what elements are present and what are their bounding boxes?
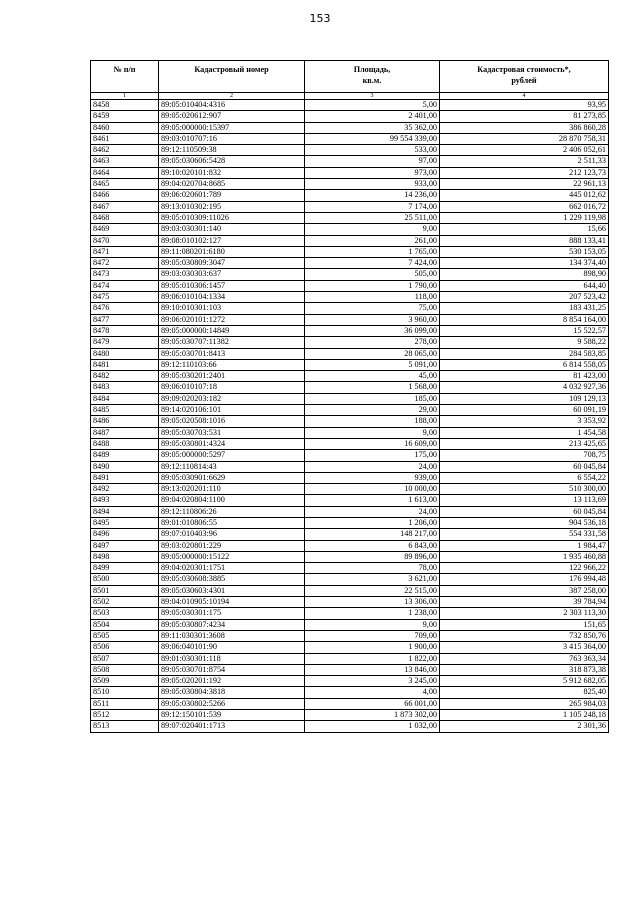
- cadastral-cost-value: 1 105 248,18: [440, 710, 609, 721]
- area-value: 75,00: [305, 303, 440, 314]
- cadastral-number: 89:08:010102:127: [159, 235, 305, 246]
- area-value: 24,00: [305, 506, 440, 517]
- table-row: [91, 382, 609, 393]
- row-number: 8505: [91, 630, 159, 641]
- table-row: [91, 314, 609, 325]
- area-value: 533,00: [305, 145, 440, 156]
- area-value: 5,00: [305, 100, 440, 111]
- cadastral-cost-value: 212 123,73: [440, 167, 609, 178]
- cadastral-cost-value: 9 588,22: [440, 337, 609, 348]
- row-number: 8512: [91, 710, 159, 721]
- column-number: 1: [91, 93, 159, 100]
- cadastral-number: 89:06:020601:789: [159, 190, 305, 201]
- cadastral-number: 89:05:010404:4316: [159, 100, 305, 111]
- cadastral-number: 89:10:020101:832: [159, 167, 305, 178]
- row-number: 8511: [91, 698, 159, 709]
- cadastral-cost-value: 6 814 558,05: [440, 359, 609, 370]
- table-row: [91, 517, 609, 528]
- header-row: [91, 61, 609, 93]
- cadastral-number: 89:13:020201:110: [159, 484, 305, 495]
- table-row: [91, 438, 609, 449]
- table-row: [91, 619, 609, 630]
- area-value: 6 843,00: [305, 540, 440, 551]
- cadastral-number: 89:01:030301:118: [159, 653, 305, 664]
- cadastral-number: 89:05:030201:2401: [159, 371, 305, 382]
- area-value: 4,00: [305, 687, 440, 698]
- row-number: 8506: [91, 642, 159, 653]
- table-row: [91, 224, 609, 235]
- cadastral-cost-value: 3 415 364,00: [440, 642, 609, 653]
- header-number: № п/п: [91, 61, 159, 93]
- cadastral-table: [90, 60, 609, 733]
- area-value: 7 174,00: [305, 201, 440, 212]
- row-number: 8490: [91, 461, 159, 472]
- table-row: [91, 506, 609, 517]
- cadastral-cost-value: 60 045,84: [440, 506, 609, 517]
- area-value: 939,00: [305, 472, 440, 483]
- cadastral-number: 89:12:110103:66: [159, 359, 305, 370]
- cadastral-number: 89:05:020201:192: [159, 676, 305, 687]
- row-number: 8459: [91, 111, 159, 122]
- cadastral-number: 89:05:030701:8413: [159, 348, 305, 359]
- cadastral-cost-value: 60 045,84: [440, 461, 609, 472]
- table-row: [91, 337, 609, 348]
- cadastral-number: 89:03:030301:140: [159, 224, 305, 235]
- table-row: [91, 269, 609, 280]
- area-value: 3 960,00: [305, 314, 440, 325]
- area-value: 1 032,00: [305, 721, 440, 732]
- table-row: [91, 258, 609, 269]
- area-value: 14 236,00: [305, 190, 440, 201]
- table-row: [91, 472, 609, 483]
- cadastral-cost-value: 1 454,58: [440, 427, 609, 438]
- cadastral-number: 89:07:020401:1713: [159, 721, 305, 732]
- area-value: 148 217,00: [305, 529, 440, 540]
- cadastral-cost-value: 1 935 460,88: [440, 551, 609, 562]
- row-number: 8498: [91, 551, 159, 562]
- row-number: 8465: [91, 179, 159, 190]
- cadastral-cost-value: 22 961,13: [440, 179, 609, 190]
- table-body: [91, 100, 609, 733]
- cadastral-cost-value: 888 133,41: [440, 235, 609, 246]
- cadastral-number: 89:03:010707:16: [159, 133, 305, 144]
- row-number: 8464: [91, 167, 159, 178]
- table-row: [91, 608, 609, 619]
- row-number: 8481: [91, 359, 159, 370]
- table-row: [91, 597, 609, 608]
- area-value: 1 790,00: [305, 280, 440, 291]
- area-value: 1 822,00: [305, 653, 440, 664]
- row-number: 8480: [91, 348, 159, 359]
- row-number: 8488: [91, 438, 159, 449]
- cadastral-cost-value: 183 431,25: [440, 303, 609, 314]
- area-value: 16 609,00: [305, 438, 440, 449]
- row-number: 8458: [91, 100, 159, 111]
- column-number: 2: [159, 93, 305, 100]
- cadastral-cost-value: 109 129,13: [440, 393, 609, 404]
- table-row: [91, 246, 609, 257]
- cadastral-number: 89:04:020704:8685: [159, 179, 305, 190]
- table-row: [91, 551, 609, 562]
- table-row: [91, 179, 609, 190]
- cadastral-number: 89:11:080201:6180: [159, 246, 305, 257]
- area-value: 13 306,00: [305, 597, 440, 608]
- cadastral-number: 89:12:110814:43: [159, 461, 305, 472]
- cadastral-number: 89:06:010104:1334: [159, 292, 305, 303]
- cadastral-number: 89:14:020106:101: [159, 405, 305, 416]
- cadastral-number: 89:05:000000:5297: [159, 450, 305, 461]
- cadastral-number: 89:10:010301:103: [159, 303, 305, 314]
- row-number: 8493: [91, 495, 159, 506]
- table-row: [91, 630, 609, 641]
- cadastral-number: 89:06:040101:90: [159, 642, 305, 653]
- table-row: [91, 540, 609, 551]
- table-row: [91, 405, 609, 416]
- cadastral-number: 89:05:030707:11382: [159, 337, 305, 348]
- cadastral-number: 89:04:020804:1100: [159, 495, 305, 506]
- row-number: 8496: [91, 529, 159, 540]
- row-number: 8491: [91, 472, 159, 483]
- area-value: 3 245,00: [305, 676, 440, 687]
- table-row: [91, 235, 609, 246]
- cadastral-number: 89:12:150101:539: [159, 710, 305, 721]
- table-row: [91, 676, 609, 687]
- row-number: 8479: [91, 337, 159, 348]
- area-value: 1 568,00: [305, 382, 440, 393]
- table-row: [91, 156, 609, 167]
- cadastral-cost-value: 763 363,34: [440, 653, 609, 664]
- cadastral-cost-value: 825,40: [440, 687, 609, 698]
- row-number: 8468: [91, 212, 159, 223]
- table-row: [91, 371, 609, 382]
- area-value: 35 362,00: [305, 122, 440, 133]
- row-number: 8482: [91, 371, 159, 382]
- row-number: 8509: [91, 676, 159, 687]
- row-number: 8470: [91, 235, 159, 246]
- cadastral-cost-value: 134 374,40: [440, 258, 609, 269]
- cadastral-cost-value: 2 301,36: [440, 721, 609, 732]
- row-number: 8466: [91, 190, 159, 201]
- row-number: 8502: [91, 597, 159, 608]
- table-row: [91, 653, 609, 664]
- area-value: 28 065,00: [305, 348, 440, 359]
- cadastral-number: 89:09:020203:182: [159, 393, 305, 404]
- header-cadastral-cost: Кадастровая стоимость*, рублей: [440, 61, 609, 93]
- row-number: 8499: [91, 563, 159, 574]
- cadastral-cost-value: 28 870 758,31: [440, 133, 609, 144]
- column-number: 3: [305, 93, 440, 100]
- row-number: 8513: [91, 721, 159, 732]
- cadastral-cost-value: 387 258,00: [440, 585, 609, 596]
- cadastral-number: 89:05:030802:5266: [159, 698, 305, 709]
- cadastral-number: 89:12:110806:26: [159, 506, 305, 517]
- area-value: 13 846,00: [305, 664, 440, 675]
- row-number: 8501: [91, 585, 159, 596]
- area-value: 10 000,00: [305, 484, 440, 495]
- header-area: Площадь, кв.м.: [305, 61, 440, 93]
- cadastral-cost-value: 5 912 682,05: [440, 676, 609, 687]
- cadastral-number: 89:05:030701:8754: [159, 664, 305, 675]
- cadastral-number: 89:11:030301:3608: [159, 630, 305, 641]
- table-row: [91, 145, 609, 156]
- cadastral-number: 89:05:030801:4324: [159, 438, 305, 449]
- area-value: 2 401,00: [305, 111, 440, 122]
- area-value: 185,00: [305, 393, 440, 404]
- area-value: 22 515,00: [305, 585, 440, 596]
- row-number: 8510: [91, 687, 159, 698]
- area-value: 89 896,00: [305, 551, 440, 562]
- cadastral-number: 89:01:010806:55: [159, 517, 305, 528]
- cadastral-number: 89:05:010309:11026: [159, 212, 305, 223]
- row-number: 8494: [91, 506, 159, 517]
- cadastral-number: 89:05:030807:4234: [159, 619, 305, 630]
- cadastral-cost-value: 904 536,18: [440, 517, 609, 528]
- cadastral-cost-value: 732 850,76: [440, 630, 609, 641]
- row-number: 8477: [91, 314, 159, 325]
- cadastral-cost-value: 6 554,22: [440, 472, 609, 483]
- cadastral-cost-value: 386 860,28: [440, 122, 609, 133]
- cadastral-number: 89:05:030301:175: [159, 608, 305, 619]
- table-row: [91, 280, 609, 291]
- cadastral-number: 89:05:020508:1016: [159, 416, 305, 427]
- row-number: 8483: [91, 382, 159, 393]
- row-number: 8473: [91, 269, 159, 280]
- row-number: 8487: [91, 427, 159, 438]
- row-number: 8497: [91, 540, 159, 551]
- table-row: [91, 484, 609, 495]
- cadastral-cost-value: 122 966,22: [440, 563, 609, 574]
- table-row: [91, 495, 609, 506]
- cadastral-number: 89:04:010905:10194: [159, 597, 305, 608]
- row-number: 8492: [91, 484, 159, 495]
- table-row: [91, 393, 609, 404]
- area-value: 118,00: [305, 292, 440, 303]
- area-value: 97,00: [305, 156, 440, 167]
- cadastral-number: 89:04:020301:1751: [159, 563, 305, 574]
- cadastral-number: 89:06:020101:1272: [159, 314, 305, 325]
- area-value: 175,00: [305, 450, 440, 461]
- cadastral-cost-value: 554 331,58: [440, 529, 609, 540]
- area-value: 45,00: [305, 371, 440, 382]
- row-number: 8471: [91, 246, 159, 257]
- cadastral-number: 89:13:010302:195: [159, 201, 305, 212]
- area-value: 24,00: [305, 461, 440, 472]
- row-number: 8484: [91, 393, 159, 404]
- area-value: 78,00: [305, 563, 440, 574]
- area-value: 66 001,00: [305, 698, 440, 709]
- area-value: 1 613,00: [305, 495, 440, 506]
- row-number: 8474: [91, 280, 159, 291]
- cadastral-number: 89:05:000000:15122: [159, 551, 305, 562]
- area-value: 1 900,00: [305, 642, 440, 653]
- cadastral-number: 89:03:020801:229: [159, 540, 305, 551]
- cadastral-number: 89:12:110509:38: [159, 145, 305, 156]
- cadastral-number: 89:05:030804:3818: [159, 687, 305, 698]
- area-value: 9,00: [305, 619, 440, 630]
- cadastral-cost-value: 81 273,85: [440, 111, 609, 122]
- table-row: [91, 563, 609, 574]
- cadastral-cost-value: 13 113,69: [440, 495, 609, 506]
- area-value: 278,00: [305, 337, 440, 348]
- row-number: 8507: [91, 653, 159, 664]
- cadastral-number: 89:05:000000:14849: [159, 325, 305, 336]
- row-number: 8504: [91, 619, 159, 630]
- cadastral-cost-value: 1 229 119,98: [440, 212, 609, 223]
- row-number: 8503: [91, 608, 159, 619]
- table-row: [91, 167, 609, 178]
- table-row: [91, 721, 609, 732]
- cadastral-cost-value: 2 511,33: [440, 156, 609, 167]
- header-cadastral-number: Кадастровый номер: [159, 61, 305, 93]
- cadastral-number: 89:05:030606:5428: [159, 156, 305, 167]
- table-row: [91, 642, 609, 653]
- cadastral-cost-value: 4 032 927,36: [440, 382, 609, 393]
- cadastral-number: 89:05:030608:3885: [159, 574, 305, 585]
- cadastral-cost-value: 898,90: [440, 269, 609, 280]
- area-value: 933,00: [305, 179, 440, 190]
- area-value: 7 424,00: [305, 258, 440, 269]
- area-value: 99 554 339,00: [305, 133, 440, 144]
- cadastral-number: 89:05:030901:6629: [159, 472, 305, 483]
- area-value: 9,00: [305, 224, 440, 235]
- cadastral-number: 89:05:000000:15397: [159, 122, 305, 133]
- row-number: 8461: [91, 133, 159, 144]
- row-number: 8475: [91, 292, 159, 303]
- area-value: 36 099,00: [305, 325, 440, 336]
- table-row: [91, 698, 609, 709]
- table-row: [91, 416, 609, 427]
- table-row: [91, 710, 609, 721]
- cadastral-cost-value: 644,40: [440, 280, 609, 291]
- table-row: [91, 303, 609, 314]
- row-number: 8500: [91, 574, 159, 585]
- table-row: [91, 348, 609, 359]
- row-number: 8469: [91, 224, 159, 235]
- cadastral-cost-value: 60 091,19: [440, 405, 609, 416]
- cadastral-number: 89:07:010403:96: [159, 529, 305, 540]
- row-number: 8467: [91, 201, 159, 212]
- cadastral-number: 89:05:030809:3047: [159, 258, 305, 269]
- table-row: [91, 190, 609, 201]
- cadastral-number: 89:05:030703:531: [159, 427, 305, 438]
- cadastral-number: 89:05:030603:4301: [159, 585, 305, 596]
- cadastral-cost-value: 662 016,72: [440, 201, 609, 212]
- cadastral-cost-value: 3 353,92: [440, 416, 609, 427]
- area-value: 188,00: [305, 416, 440, 427]
- table-row: [91, 427, 609, 438]
- table-header: [91, 61, 609, 100]
- cadastral-number: 89:05:010306:1457: [159, 280, 305, 291]
- cadastral-cost-value: 318 873,38: [440, 664, 609, 675]
- area-value: 973,00: [305, 167, 440, 178]
- row-number: 8485: [91, 405, 159, 416]
- cadastral-cost-value: 81 423,00: [440, 371, 609, 382]
- cadastral-cost-value: 39 784,94: [440, 597, 609, 608]
- table-row: [91, 574, 609, 585]
- cadastral-cost-value: 708,75: [440, 450, 609, 461]
- cadastral-cost-value: 15,66: [440, 224, 609, 235]
- table-row: [91, 111, 609, 122]
- area-value: 709,00: [305, 630, 440, 641]
- table-row: [91, 133, 609, 144]
- cadastral-number: 89:05:020612:907: [159, 111, 305, 122]
- row-number: 8460: [91, 122, 159, 133]
- table-row: [91, 450, 609, 461]
- cadastral-cost-value: 2 406 052,61: [440, 145, 609, 156]
- table-row: [91, 201, 609, 212]
- cadastral-number: 89:06:010107:18: [159, 382, 305, 393]
- area-value: 1 238,00: [305, 608, 440, 619]
- cadastral-cost-value: 213 425,65: [440, 438, 609, 449]
- row-number: 8476: [91, 303, 159, 314]
- area-value: 29,00: [305, 405, 440, 416]
- area-value: 505,00: [305, 269, 440, 280]
- cadastral-cost-value: 15 522,57: [440, 325, 609, 336]
- cadastral-cost-value: 1 984,47: [440, 540, 609, 551]
- area-value: 3 621,00: [305, 574, 440, 585]
- area-value: 1 873 302,00: [305, 710, 440, 721]
- table-row: [91, 212, 609, 223]
- row-number: 8495: [91, 517, 159, 528]
- area-value: 1 765,00: [305, 246, 440, 257]
- area-value: 25 511,00: [305, 212, 440, 223]
- cadastral-cost-value: 284 583,85: [440, 348, 609, 359]
- cadastral-cost-value: 93,95: [440, 100, 609, 111]
- cadastral-cost-value: 265 984,03: [440, 698, 609, 709]
- cadastral-cost-value: 151,65: [440, 619, 609, 630]
- area-value: 261,00: [305, 235, 440, 246]
- area-value: 5 091,00: [305, 359, 440, 370]
- row-number: 8463: [91, 156, 159, 167]
- cadastral-cost-value: 207 523,42: [440, 292, 609, 303]
- column-number: 4: [440, 93, 609, 100]
- cadastral-cost-value: 445 012,62: [440, 190, 609, 201]
- table-row: [91, 529, 609, 540]
- table-row: [91, 359, 609, 370]
- table-row: [91, 687, 609, 698]
- area-value: 1 206,00: [305, 517, 440, 528]
- row-number: 8462: [91, 145, 159, 156]
- table-row: [91, 122, 609, 133]
- row-number: 8486: [91, 416, 159, 427]
- row-number: 8489: [91, 450, 159, 461]
- row-number: 8478: [91, 325, 159, 336]
- table-row: [91, 325, 609, 336]
- cadastral-cost-value: 176 994,48: [440, 574, 609, 585]
- column-number-row: [91, 93, 609, 100]
- table-row: [91, 461, 609, 472]
- cadastral-cost-value: 8 854 164,00: [440, 314, 609, 325]
- table-row: [91, 292, 609, 303]
- page-number: 153: [309, 12, 331, 25]
- row-number: 8472: [91, 258, 159, 269]
- cadastral-cost-value: 2 303 113,30: [440, 608, 609, 619]
- table-row: [91, 664, 609, 675]
- table-row: [91, 585, 609, 596]
- area-value: 9,00: [305, 427, 440, 438]
- row-number: 8508: [91, 664, 159, 675]
- cadastral-number: 89:03:030303:637: [159, 269, 305, 280]
- table-row: [91, 100, 609, 111]
- cadastral-cost-value: 530 153,05: [440, 246, 609, 257]
- cadastral-cost-value: 510 300,00: [440, 484, 609, 495]
